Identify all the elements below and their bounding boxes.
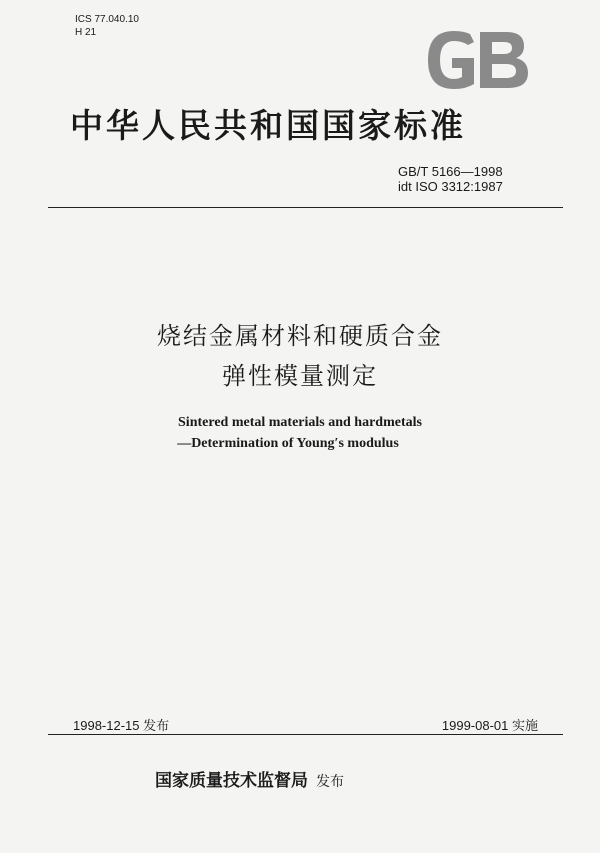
iso-equivalence: idt ISO 3312:1987 (398, 179, 503, 194)
standard-code-block (398, 164, 503, 194)
chinese-title-line-2: 弹性模量测定 (222, 362, 378, 390)
english-title-line-2: —Determination of Young′s modulus (177, 436, 399, 451)
implementation-date: 1999-08-01 实施 (441, 718, 538, 733)
ccs-code: H 21 (75, 27, 97, 38)
issue-date: 1998-12-15 发布 (73, 718, 170, 733)
ics-code: ICS 77.040.10 (75, 14, 139, 25)
publisher (155, 766, 344, 791)
top-divider (48, 207, 563, 208)
english-title-line-1: Sintered metal materials and hardmetals (178, 415, 422, 430)
bottom-divider (48, 734, 563, 735)
classification-codes (75, 13, 139, 39)
publisher-name: 国家质量技术监督局 (155, 771, 308, 791)
gb-logo (424, 30, 532, 90)
chinese-title-line-1: 烧结金属材料和硬质合金 (157, 322, 443, 350)
standard-number: GB/T 5166—1998 (398, 164, 503, 179)
national-standard-title: 中华人民共和国国家标准 (70, 106, 466, 145)
publisher-suffix: 发布 (316, 774, 344, 790)
